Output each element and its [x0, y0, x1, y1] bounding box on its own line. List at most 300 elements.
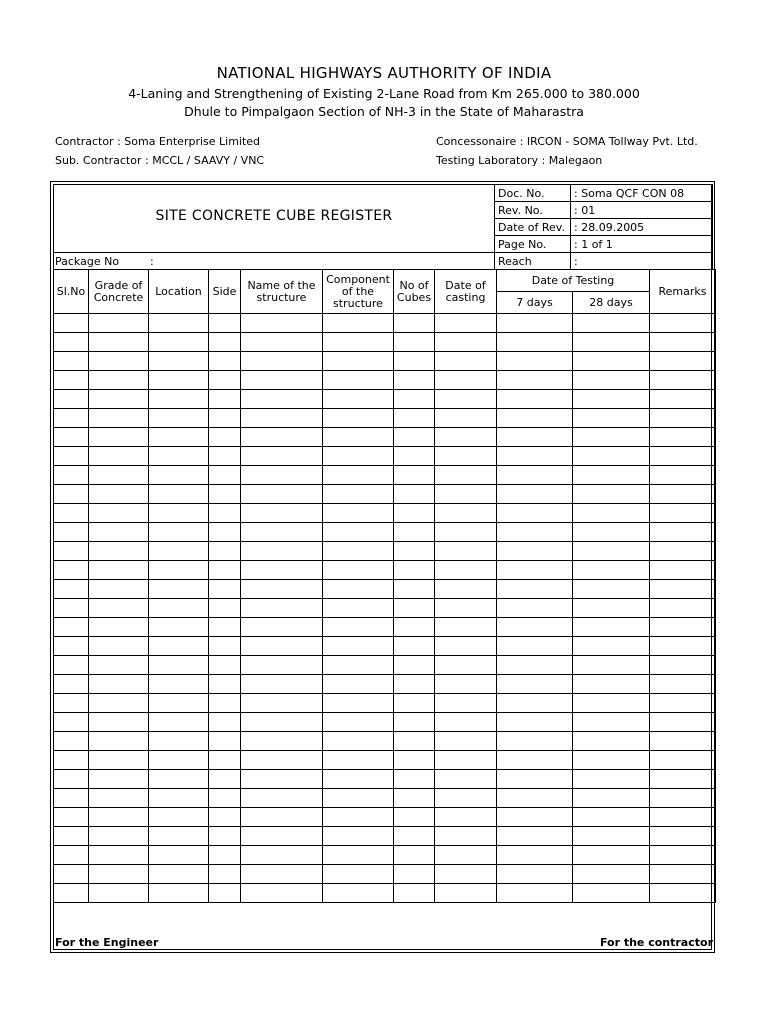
doc-info-value: : 01 [571, 202, 713, 219]
table-cell [435, 428, 497, 447]
doc-info-value: : 28.09.2005 [571, 219, 713, 236]
table-cell [209, 694, 241, 713]
table-cell [497, 637, 573, 656]
table-cell [241, 409, 323, 428]
table-cell [149, 390, 209, 409]
table-cell [394, 428, 435, 447]
table-cell [650, 865, 716, 884]
table-cell [54, 751, 89, 770]
table-cell [650, 751, 716, 770]
table-cell [209, 656, 241, 675]
table-cell [89, 694, 149, 713]
table-row [54, 428, 716, 447]
table-cell [89, 504, 149, 523]
table-cell [435, 789, 497, 808]
project-section: Dhule to Pimpalgaon Section of NH-3 in the State of Maharastra [184, 104, 584, 119]
table-cell [650, 808, 716, 827]
table-row [54, 789, 716, 808]
table-cell [394, 675, 435, 694]
table-cell [573, 504, 650, 523]
table-cell [497, 352, 573, 371]
table-cell [573, 561, 650, 580]
doc-info-value: : [571, 253, 713, 270]
table-cell [573, 409, 650, 428]
table-cell [323, 732, 394, 751]
table-cell [650, 713, 716, 732]
table-cell [435, 485, 497, 504]
table-cell [497, 504, 573, 523]
table-cell [573, 713, 650, 732]
table-cell [394, 618, 435, 637]
table-cell [435, 675, 497, 694]
table-row [54, 504, 716, 523]
table-cell [89, 352, 149, 371]
table-cell [209, 884, 241, 903]
table-cell [394, 466, 435, 485]
table-cell [241, 371, 323, 390]
table-cell [54, 485, 89, 504]
table-cell [573, 599, 650, 618]
table-cell [573, 447, 650, 466]
table-cell [573, 352, 650, 371]
col-side: Side [209, 270, 241, 314]
table-cell [323, 599, 394, 618]
table-cell [573, 675, 650, 694]
table-cell [241, 523, 323, 542]
table-cell [241, 485, 323, 504]
table-cell [650, 390, 716, 409]
table-row [54, 751, 716, 770]
table-cell [54, 865, 89, 884]
table-cell [394, 561, 435, 580]
table-cell [89, 466, 149, 485]
table-cell [54, 808, 89, 827]
table-cell [323, 827, 394, 846]
table-cell [394, 447, 435, 466]
table-cell [89, 333, 149, 352]
table-cell [394, 865, 435, 884]
table-cell [323, 409, 394, 428]
table-cell [241, 352, 323, 371]
table-cell [89, 884, 149, 903]
table-cell [573, 371, 650, 390]
col-location: Location [149, 270, 209, 314]
table-cell [241, 637, 323, 656]
table-cell [323, 694, 394, 713]
table-cell [89, 827, 149, 846]
table-row [54, 846, 716, 865]
table-row [54, 561, 716, 580]
table-cell [497, 656, 573, 675]
table-cell [435, 770, 497, 789]
table-cell [89, 371, 149, 390]
doc-info-row [495, 202, 713, 219]
table-cell [323, 447, 394, 466]
table-cell [497, 333, 573, 352]
table-cell [497, 485, 573, 504]
table-cell [209, 504, 241, 523]
table-cell [323, 884, 394, 903]
table-cell [650, 333, 716, 352]
table-cell [241, 675, 323, 694]
table-cell [323, 865, 394, 884]
table-cell [573, 846, 650, 865]
table-cell [650, 523, 716, 542]
table-cell [149, 846, 209, 865]
table-cell [54, 333, 89, 352]
table-row [54, 618, 716, 637]
table-cell [149, 827, 209, 846]
table-cell [209, 637, 241, 656]
doc-info-value: : 1 of 1 [571, 236, 713, 253]
table-cell [89, 789, 149, 808]
table-cell [54, 428, 89, 447]
table-cell [149, 523, 209, 542]
table-cell [209, 409, 241, 428]
table-cell [497, 580, 573, 599]
table-cell [435, 694, 497, 713]
table-cell [323, 523, 394, 542]
table-row [54, 523, 716, 542]
table-cell [89, 675, 149, 694]
table-cell [323, 637, 394, 656]
table-cell [650, 371, 716, 390]
table-cell [435, 732, 497, 751]
table-cell [497, 447, 573, 466]
table-cell [241, 333, 323, 352]
table-cell [241, 466, 323, 485]
table-row [54, 827, 716, 846]
table-cell [241, 561, 323, 580]
table-cell [435, 504, 497, 523]
table-cell [650, 561, 716, 580]
table-cell [650, 504, 716, 523]
table-row [54, 333, 716, 352]
table-cell [650, 770, 716, 789]
testing-lab-info: Testing Laboratory : Malegaon [436, 154, 603, 167]
table-cell [149, 789, 209, 808]
col-structure-name: Name of the structure [241, 270, 323, 314]
table-cell [54, 352, 89, 371]
table-cell [650, 656, 716, 675]
table-cell [497, 827, 573, 846]
doc-info-label: Rev. No. [495, 202, 571, 219]
table-cell [573, 656, 650, 675]
table-cell [323, 542, 394, 561]
table-cell [54, 713, 89, 732]
table-row [54, 637, 716, 656]
table-cell [149, 694, 209, 713]
table-cell [241, 656, 323, 675]
table-cell [209, 865, 241, 884]
table-cell [209, 789, 241, 808]
table-cell [394, 314, 435, 333]
table-cell [394, 542, 435, 561]
table-cell [497, 409, 573, 428]
table-cell [394, 656, 435, 675]
table-cell [650, 599, 716, 618]
table-cell [89, 656, 149, 675]
table-cell [573, 789, 650, 808]
contractor-info: Contractor : Soma Enterprise Limited [55, 135, 261, 148]
table-cell [149, 808, 209, 827]
table-cell [241, 618, 323, 637]
col-7-days: 7 days [497, 292, 573, 314]
table-cell [89, 846, 149, 865]
table-cell [573, 732, 650, 751]
table-cell [149, 865, 209, 884]
table-cell [497, 523, 573, 542]
table-cell [209, 333, 241, 352]
table-cell [54, 789, 89, 808]
col-grade: Grade of Concrete [89, 270, 149, 314]
table-cell [54, 561, 89, 580]
table-cell [209, 447, 241, 466]
table-cell [573, 428, 650, 447]
register-title: SITE CONCRETE CUBE REGISTER [155, 208, 393, 224]
table-cell [394, 694, 435, 713]
table-cell [209, 618, 241, 637]
table-cell [323, 504, 394, 523]
table-cell [323, 561, 394, 580]
table-cell [209, 732, 241, 751]
table-cell [89, 618, 149, 637]
table-cell [89, 542, 149, 561]
table-cell [435, 371, 497, 390]
doc-info-row [495, 253, 713, 270]
table-cell [394, 485, 435, 504]
table-row [54, 314, 716, 333]
table-cell [89, 561, 149, 580]
table-cell [241, 504, 323, 523]
table-cell [573, 884, 650, 903]
table-cell [54, 390, 89, 409]
table-cell [435, 808, 497, 827]
table-cell [394, 523, 435, 542]
table-cell [435, 314, 497, 333]
table-cell [394, 770, 435, 789]
table-row [54, 599, 716, 618]
table-cell [241, 713, 323, 732]
table-cell [241, 314, 323, 333]
table-cell [89, 447, 149, 466]
table-cell [149, 751, 209, 770]
table-cell [241, 884, 323, 903]
col-remarks: Remarks [650, 270, 716, 314]
table-cell [89, 523, 149, 542]
doc-info-row [495, 236, 713, 253]
table-cell [497, 751, 573, 770]
table-row [54, 542, 716, 561]
table-cell [323, 314, 394, 333]
table-row [54, 409, 716, 428]
table-cell [149, 713, 209, 732]
table-row [54, 694, 716, 713]
table-cell [497, 884, 573, 903]
table-cell [435, 542, 497, 561]
table-cell [435, 352, 497, 371]
col-slno: Sl.No [54, 270, 89, 314]
table-cell [149, 333, 209, 352]
table-cell [497, 675, 573, 694]
table-cell [323, 618, 394, 637]
table-cell [650, 789, 716, 808]
table-cell [435, 466, 497, 485]
table-cell [573, 827, 650, 846]
table-row [54, 352, 716, 371]
doc-info-value: : Soma QCF CON 08 [571, 185, 713, 202]
table-cell [149, 770, 209, 789]
table-cell [497, 314, 573, 333]
table-cell [149, 580, 209, 599]
table-cell [394, 846, 435, 865]
doc-info-label: Page No. [495, 236, 571, 253]
table-cell [54, 884, 89, 903]
table-cell [435, 637, 497, 656]
table-cell [323, 390, 394, 409]
table-row [54, 770, 716, 789]
table-row [54, 466, 716, 485]
table-cell [54, 466, 89, 485]
table-row [54, 732, 716, 751]
table-cell [54, 827, 89, 846]
table-cell [573, 466, 650, 485]
table-cell [89, 637, 149, 656]
table-cell [209, 808, 241, 827]
table-cell [650, 618, 716, 637]
table-cell [573, 637, 650, 656]
table-cell [435, 865, 497, 884]
table-cell [209, 485, 241, 504]
table-cell [54, 523, 89, 542]
table-cell [149, 504, 209, 523]
table-cell [149, 428, 209, 447]
table-cell [54, 409, 89, 428]
table-cell [241, 580, 323, 599]
table-cell [435, 447, 497, 466]
table-cell [241, 428, 323, 447]
package-colon: : [150, 255, 154, 268]
table-cell [650, 694, 716, 713]
table-cell [54, 542, 89, 561]
table-cell [650, 884, 716, 903]
table-cell [54, 656, 89, 675]
table-cell [149, 409, 209, 428]
table-cell [241, 751, 323, 770]
table-cell [394, 637, 435, 656]
table-cell [435, 827, 497, 846]
table-cell [394, 333, 435, 352]
table-cell [573, 390, 650, 409]
table-cell [54, 599, 89, 618]
table-cell [209, 371, 241, 390]
doc-info-row [495, 185, 713, 202]
table-cell [497, 371, 573, 390]
table-cell [54, 846, 89, 865]
table-cell [435, 656, 497, 675]
table-cell [394, 580, 435, 599]
table-cell [209, 390, 241, 409]
table-cell [149, 732, 209, 751]
table-cell [89, 485, 149, 504]
table-cell [650, 352, 716, 371]
table-cell [435, 884, 497, 903]
table-cell [149, 542, 209, 561]
table-cell [149, 314, 209, 333]
table-cell [497, 713, 573, 732]
table-cell [89, 580, 149, 599]
table-cell [149, 485, 209, 504]
table-cell [241, 827, 323, 846]
table-cell [241, 447, 323, 466]
table-cell [435, 333, 497, 352]
table-cell [323, 808, 394, 827]
table-cell [650, 637, 716, 656]
table-cell [54, 580, 89, 599]
table-row [54, 371, 716, 390]
table-cell [89, 390, 149, 409]
table-cell [149, 637, 209, 656]
table-cell [435, 751, 497, 770]
table-cell [497, 694, 573, 713]
table-cell [497, 618, 573, 637]
table-cell [323, 485, 394, 504]
table-cell [209, 542, 241, 561]
table-cell [435, 390, 497, 409]
doc-info-label: Date of Rev. [495, 219, 571, 236]
col-28-days: 28 days [573, 292, 650, 314]
table-cell [573, 333, 650, 352]
table-cell [394, 390, 435, 409]
table-cell [209, 770, 241, 789]
table-cell [573, 751, 650, 770]
table-cell [435, 409, 497, 428]
col-component: Component of the structure [323, 270, 394, 314]
col-casting-date: Date of casting [435, 270, 497, 314]
table-cell [54, 732, 89, 751]
table-row [54, 447, 716, 466]
table-cell [241, 732, 323, 751]
table-cell [323, 352, 394, 371]
table-cell [497, 599, 573, 618]
table-cell [89, 751, 149, 770]
table-cell [149, 599, 209, 618]
table-cell [497, 770, 573, 789]
table-cell [497, 846, 573, 865]
table-cell [394, 504, 435, 523]
table-cell [650, 542, 716, 561]
table-cell [241, 865, 323, 884]
table-cell [209, 314, 241, 333]
table-cell [650, 409, 716, 428]
table-cell [89, 770, 149, 789]
concessionaire-info: Concessonaire : IRCON - SOMA Tollway Pvt. Ltd. [436, 135, 698, 148]
table-cell [435, 713, 497, 732]
table-cell [209, 580, 241, 599]
table-cell [323, 789, 394, 808]
table-cell [209, 751, 241, 770]
table-cell [209, 523, 241, 542]
table-cell [209, 561, 241, 580]
table-cell [54, 314, 89, 333]
table-cell [209, 827, 241, 846]
table-cell [89, 409, 149, 428]
table-cell [435, 580, 497, 599]
table-cell [89, 732, 149, 751]
table-cell [209, 352, 241, 371]
table-cell [149, 618, 209, 637]
cube-register-table [53, 269, 716, 903]
